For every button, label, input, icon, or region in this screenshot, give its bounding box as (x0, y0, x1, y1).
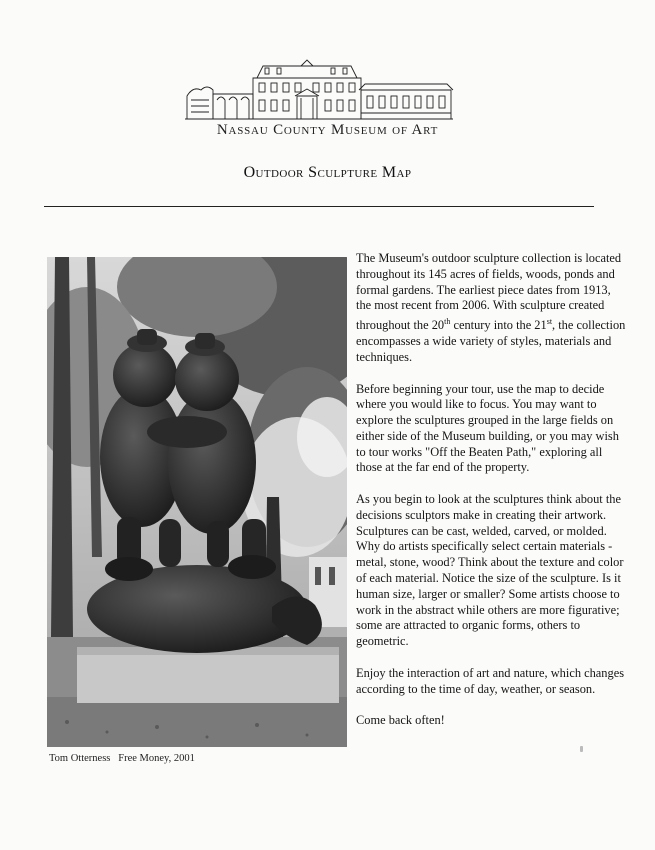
divider (44, 206, 594, 207)
photo-caption: Tom Otterness Free Money, 2001 (49, 753, 195, 764)
paragraph-tour: Before beginning your tour, use the map to decide where you would like to focus. You may want to explore the sculptures grouped in the large fields on either side of the Museum building, or you may wish to tour works "Off the Beaten Path," exploring all those at the far end of the property. (356, 381, 619, 475)
museum-name: Nassau County Museum of Art (216, 122, 439, 138)
paragraph-collection: The Museum's outdoor sculpture collection is located throughout its 145 acres of fields, woods, ponds and formal gardens. The earliest piece dates from 1913, the most recent from 2006. With sculpture created throughout the 20th century into the 21st, the collection encompasses a wide variety of styles, materials and techniques. (356, 251, 626, 364)
paragraph-closing: Come back often! (356, 713, 445, 728)
paragraph-nature: Enjoy the interaction of art and nature, which changes according to the time of day, weather, or season. (356, 665, 625, 696)
sculpture-photo (47, 257, 347, 747)
museum-building-logo (183, 56, 455, 124)
intro-text (356, 251, 626, 745)
paragraph-materials: As you begin to look at the sculptures think about the decisions sculptors make in creating their artwork. Sculptures can be cast, welded, carved, or molded. Why do artists specifically select certain materials - metal, stone, wood? Think about the texture and color of each material. Notice the size of the sculpture. Is it human size, larger or smaller? Some artists choose to work in the abstract while others are more figurative; some are attracted to organic forms, others to geometric. (356, 492, 624, 649)
page-title: Outdoor Sculpture Map (243, 164, 412, 181)
scan-speck (580, 746, 583, 752)
